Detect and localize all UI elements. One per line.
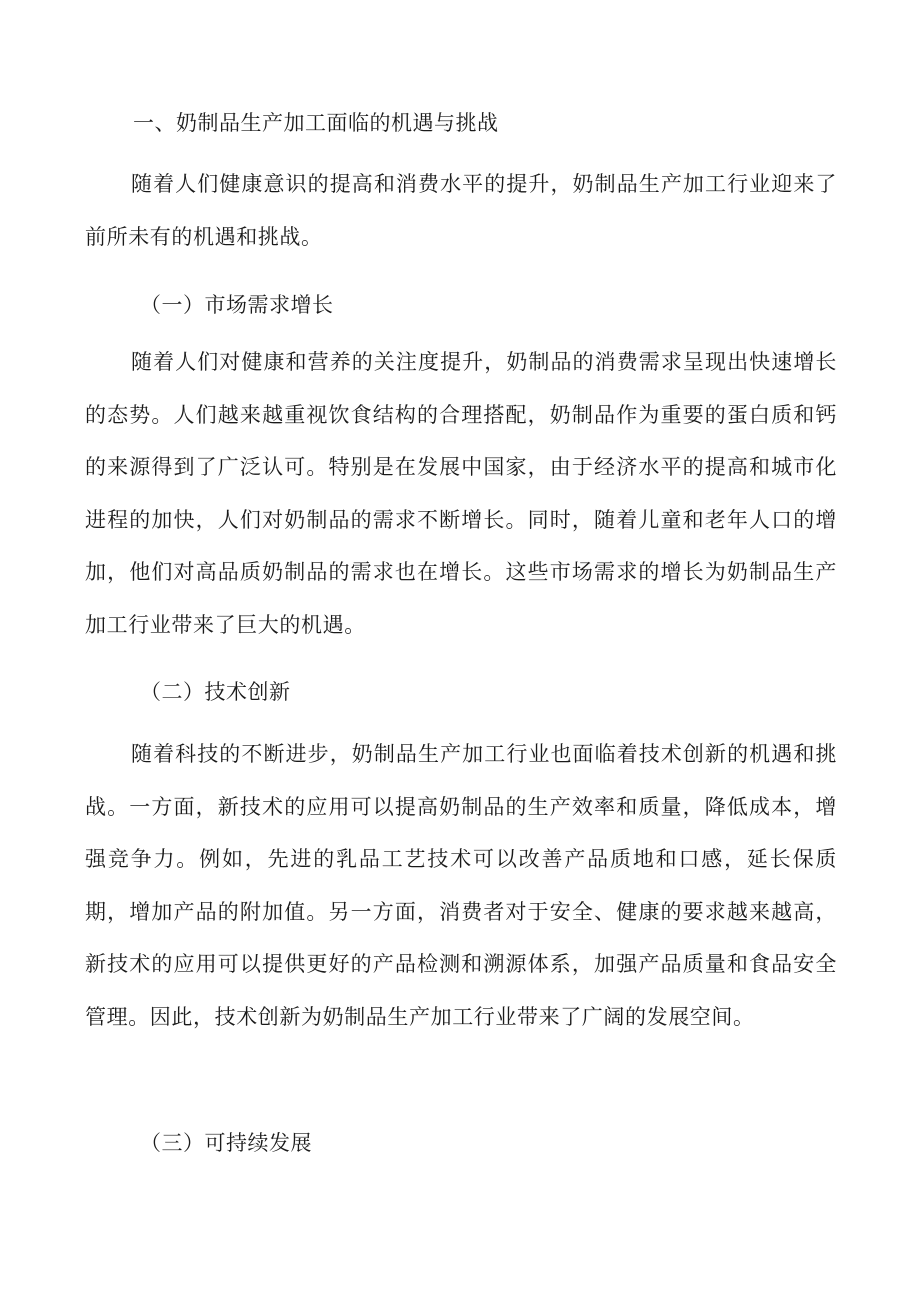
subsection-heading-sustainability: （三）可持续发展 bbox=[140, 1131, 312, 1155]
paragraph-market-demand: 随着人们对健康和营养的关注度提升，奶制品的消费需求呈现出快速增长的态势。人们越来越重视饮食结构的合理搭配，奶制品作为重要的蛋白质和钙的来源得到了广泛认可。特别是在发展中国家，由于经济水平的提高和城市化进程的加快，人们对奶制品的需求不断增长。同时，随着儿童和老年人口的增加，他们对高品质奶制品的需求也在增长。这些市场需求的增长为奶制品生产加工行业带来了巨大的机遇。 bbox=[85, 350, 837, 637]
subsection-heading-tech-innovation: （二）技术创新 bbox=[140, 680, 291, 704]
subsection-heading-market-demand: （一）市场需求增长 bbox=[140, 293, 334, 317]
intro-paragraph: 随着人们健康意识的提高和消费水平的提升，奶制品生产加工行业迎来了前所未有的机遇和挑战。 bbox=[85, 172, 837, 249]
section-heading-main: 一、奶制品生产加工面临的机遇与挑战 bbox=[133, 111, 499, 135]
paragraph-tech-innovation: 随着科技的不断进步，奶制品生产加工行业也面临着技术创新的机遇和挑战。一方面，新技术的应用可以提高奶制品的生产效率和质量，降低成本，增强竞争力。例如，先进的乳品工艺技术可以改善产品质地和口感，延长保质期，增加产品的附加值。另一方面，消费者对于安全、健康的要求越来越高，新技术的应用可以提供更好的产品检测和溯源体系，加强产品质量和食品安全管理。因此，技术创新为奶制品生产加工行业带来了广阔的发展空间。 bbox=[85, 742, 837, 1029]
